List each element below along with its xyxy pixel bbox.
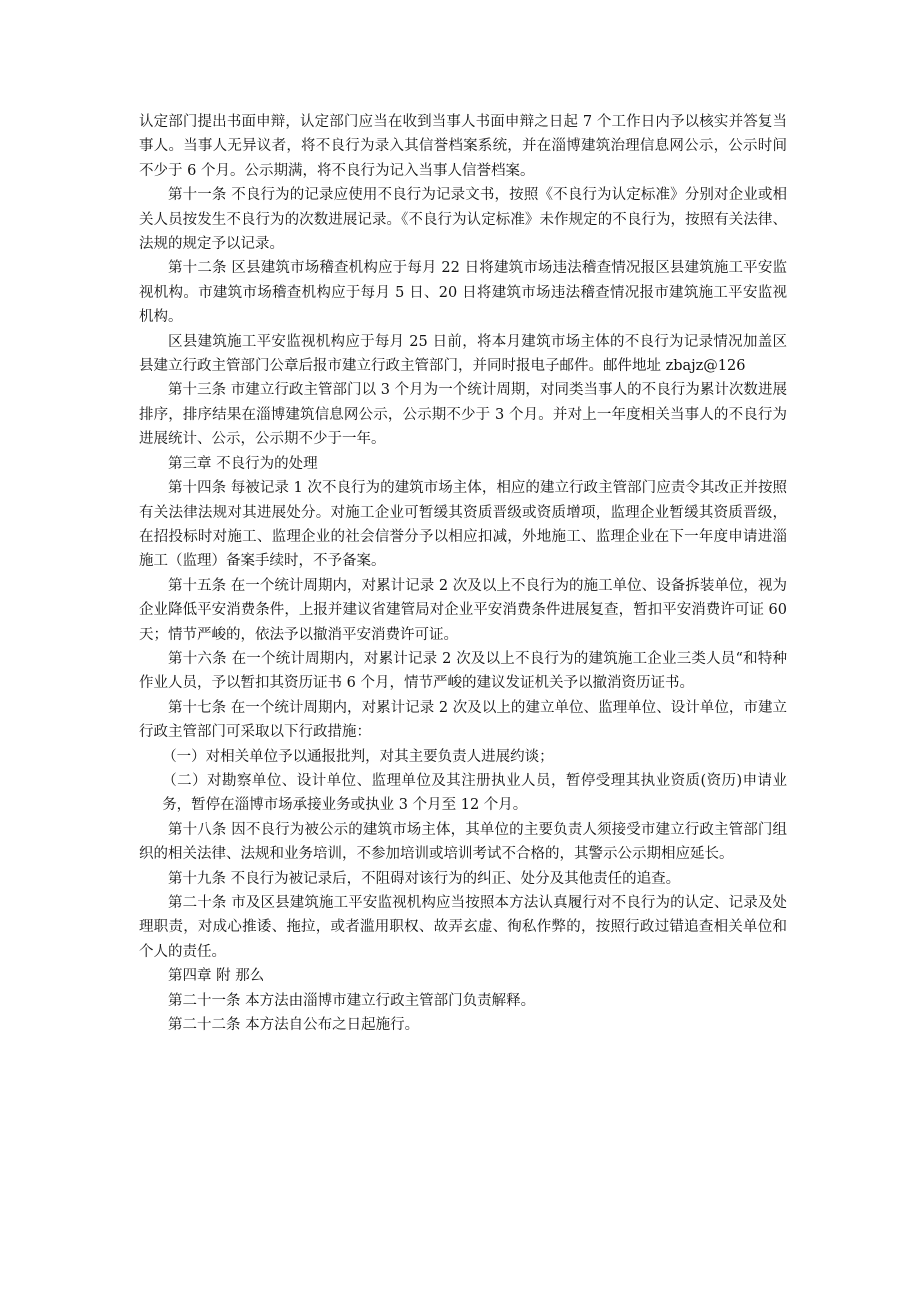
article-21: 第二十一条 本方法由淄博市建立行政主管部门负责解释。 — [168, 992, 536, 1009]
article-12-paragraph-2: 区县建筑施工平安监视机构应于每月 25 日前，将本月建筑市场主体的不良行为记录情况加盖区县建立行政主管部门公章后报市建立行政主管部门，并同时报电子邮件。邮件地址 zbajz@126 — [139, 333, 787, 375]
paragraph-continuation: 认定部门提出书面申辩，认定部门应当在收到当事人书面申辩之日起 7 个工作日内予以核实并答复当事人。当事人无异议者，将不良行为录入其信誉档案系统，并在淄博建筑治理信息网公示，公示时间不少于 6 个月。公示期满，将不良行为记入当事人信誉档案。 — [139, 114, 787, 179]
article-17: 第十七条 在一个统计周期内，对累计记录 2 次及以上的建立单位、监理单位、设计单位，市建立行政主管部门可采取以下行政措施： — [139, 699, 787, 741]
article-14: 第十四条 每被记录 1 次不良行为的建筑市场主体，相应的建立行政主管部门应责令其改正并按照有关法律法规对其进展处分。对施工企业可暂缓其资质晋级或资质增项，监理企业暂缓其资质晋级，在招投标时对施工、监理企业的社会信誉分予以相应扣减，外地施工、监理企业在下一年度申请进淄施工（监理）备案手续时，不予备案。 — [139, 480, 787, 570]
chapter-3-heading: 第三章 不良行为的处理 — [168, 455, 318, 472]
article-17-item-2: （二）对勘察单位、设计单位、监理单位及其注册执业人员，暂停受理其执业资质(资历)申请业务，暂停在淄博市场承接业务或执业 3 个月至 12 个月。 — [162, 772, 787, 814]
article-12: 第十二条 区县建筑市场稽查机构应于每月 22 日将建筑市场违法稽查情况报区县建筑施工平安监视机构。市建筑市场稽查机构应于每月 5 日、20 日将建筑市场违法稽查情况报市建筑施工平安监视机构。 — [139, 260, 787, 326]
article-17-item-1: （一）对相关单位予以通报批判，对其主要负责人进展约谈； — [162, 748, 554, 765]
article-20: 第二十条 市及区县建筑施工平安监视机构应当按照本方法认真履行对不良行为的认定、记录及处理职责，对成心推诿、拖拉，或者滥用职权、故弄玄虚、徇私作弊的，按照行政过错追查相关单位和个人的责任。 — [139, 895, 787, 960]
article-22: 第二十二条 本方法自公布之日起施行。 — [168, 1017, 420, 1034]
article-19: 第十九条 不良行为被记录后，不阻碍对该行为的纠正、处分及其他责任的追查。 — [168, 870, 681, 887]
article-15: 第十五条 在一个统计周期内，对累计记录 2 次及以上不良行为的施工单位、设备拆装单位，视为企业降低平安消费条件，上报并建议省建管局对企业平安消费条件进展复查，暂扣平安消费许可证 60 天；情节严峻的，依法予以撤消平安消费许可证。 — [139, 577, 787, 643]
document-body — [139, 110, 787, 1037]
article-11: 第十一条 不良行为的记录应使用不良行为记录文书，按照《不良行为认定标准》分别对企业或相关人员按发生不良行为的次数进展记录。《不良行为认定标准》未作规定的不良行为，按照有关法律、法规的规定予以记录。 — [139, 187, 787, 253]
chapter-4-heading: 第四章 附 那么 — [168, 968, 265, 985]
article-18: 第十八条 因不良行为被公示的建筑市场主体，其单位的主要负责人须接受市建立行政主管部门组织的相关法律、法规和业务培训，不参加培训或培训考试不合格的，其警示公示期相应延长。 — [139, 821, 787, 863]
article-16: 第十六条 在一个统计周期内，对累计记录 2 次及以上不良行为的建筑施工企业三类人员“和特种作业人员，予以暂扣其资历证书 6 个月，情节严峻的建议发证机关予以撤消资历证书。 — [139, 650, 787, 692]
article-13: 第十三条 市建立行政主管部门以 3 个月为一个统计周期，对同类当事人的不良行为累计次数进展排序，排序结果在淄博建筑信息网公示，公示期不少于 3 个月。并对上一年度相关当事人的不良行为进展统计、公示，公示期不少于一年。 — [139, 382, 787, 448]
